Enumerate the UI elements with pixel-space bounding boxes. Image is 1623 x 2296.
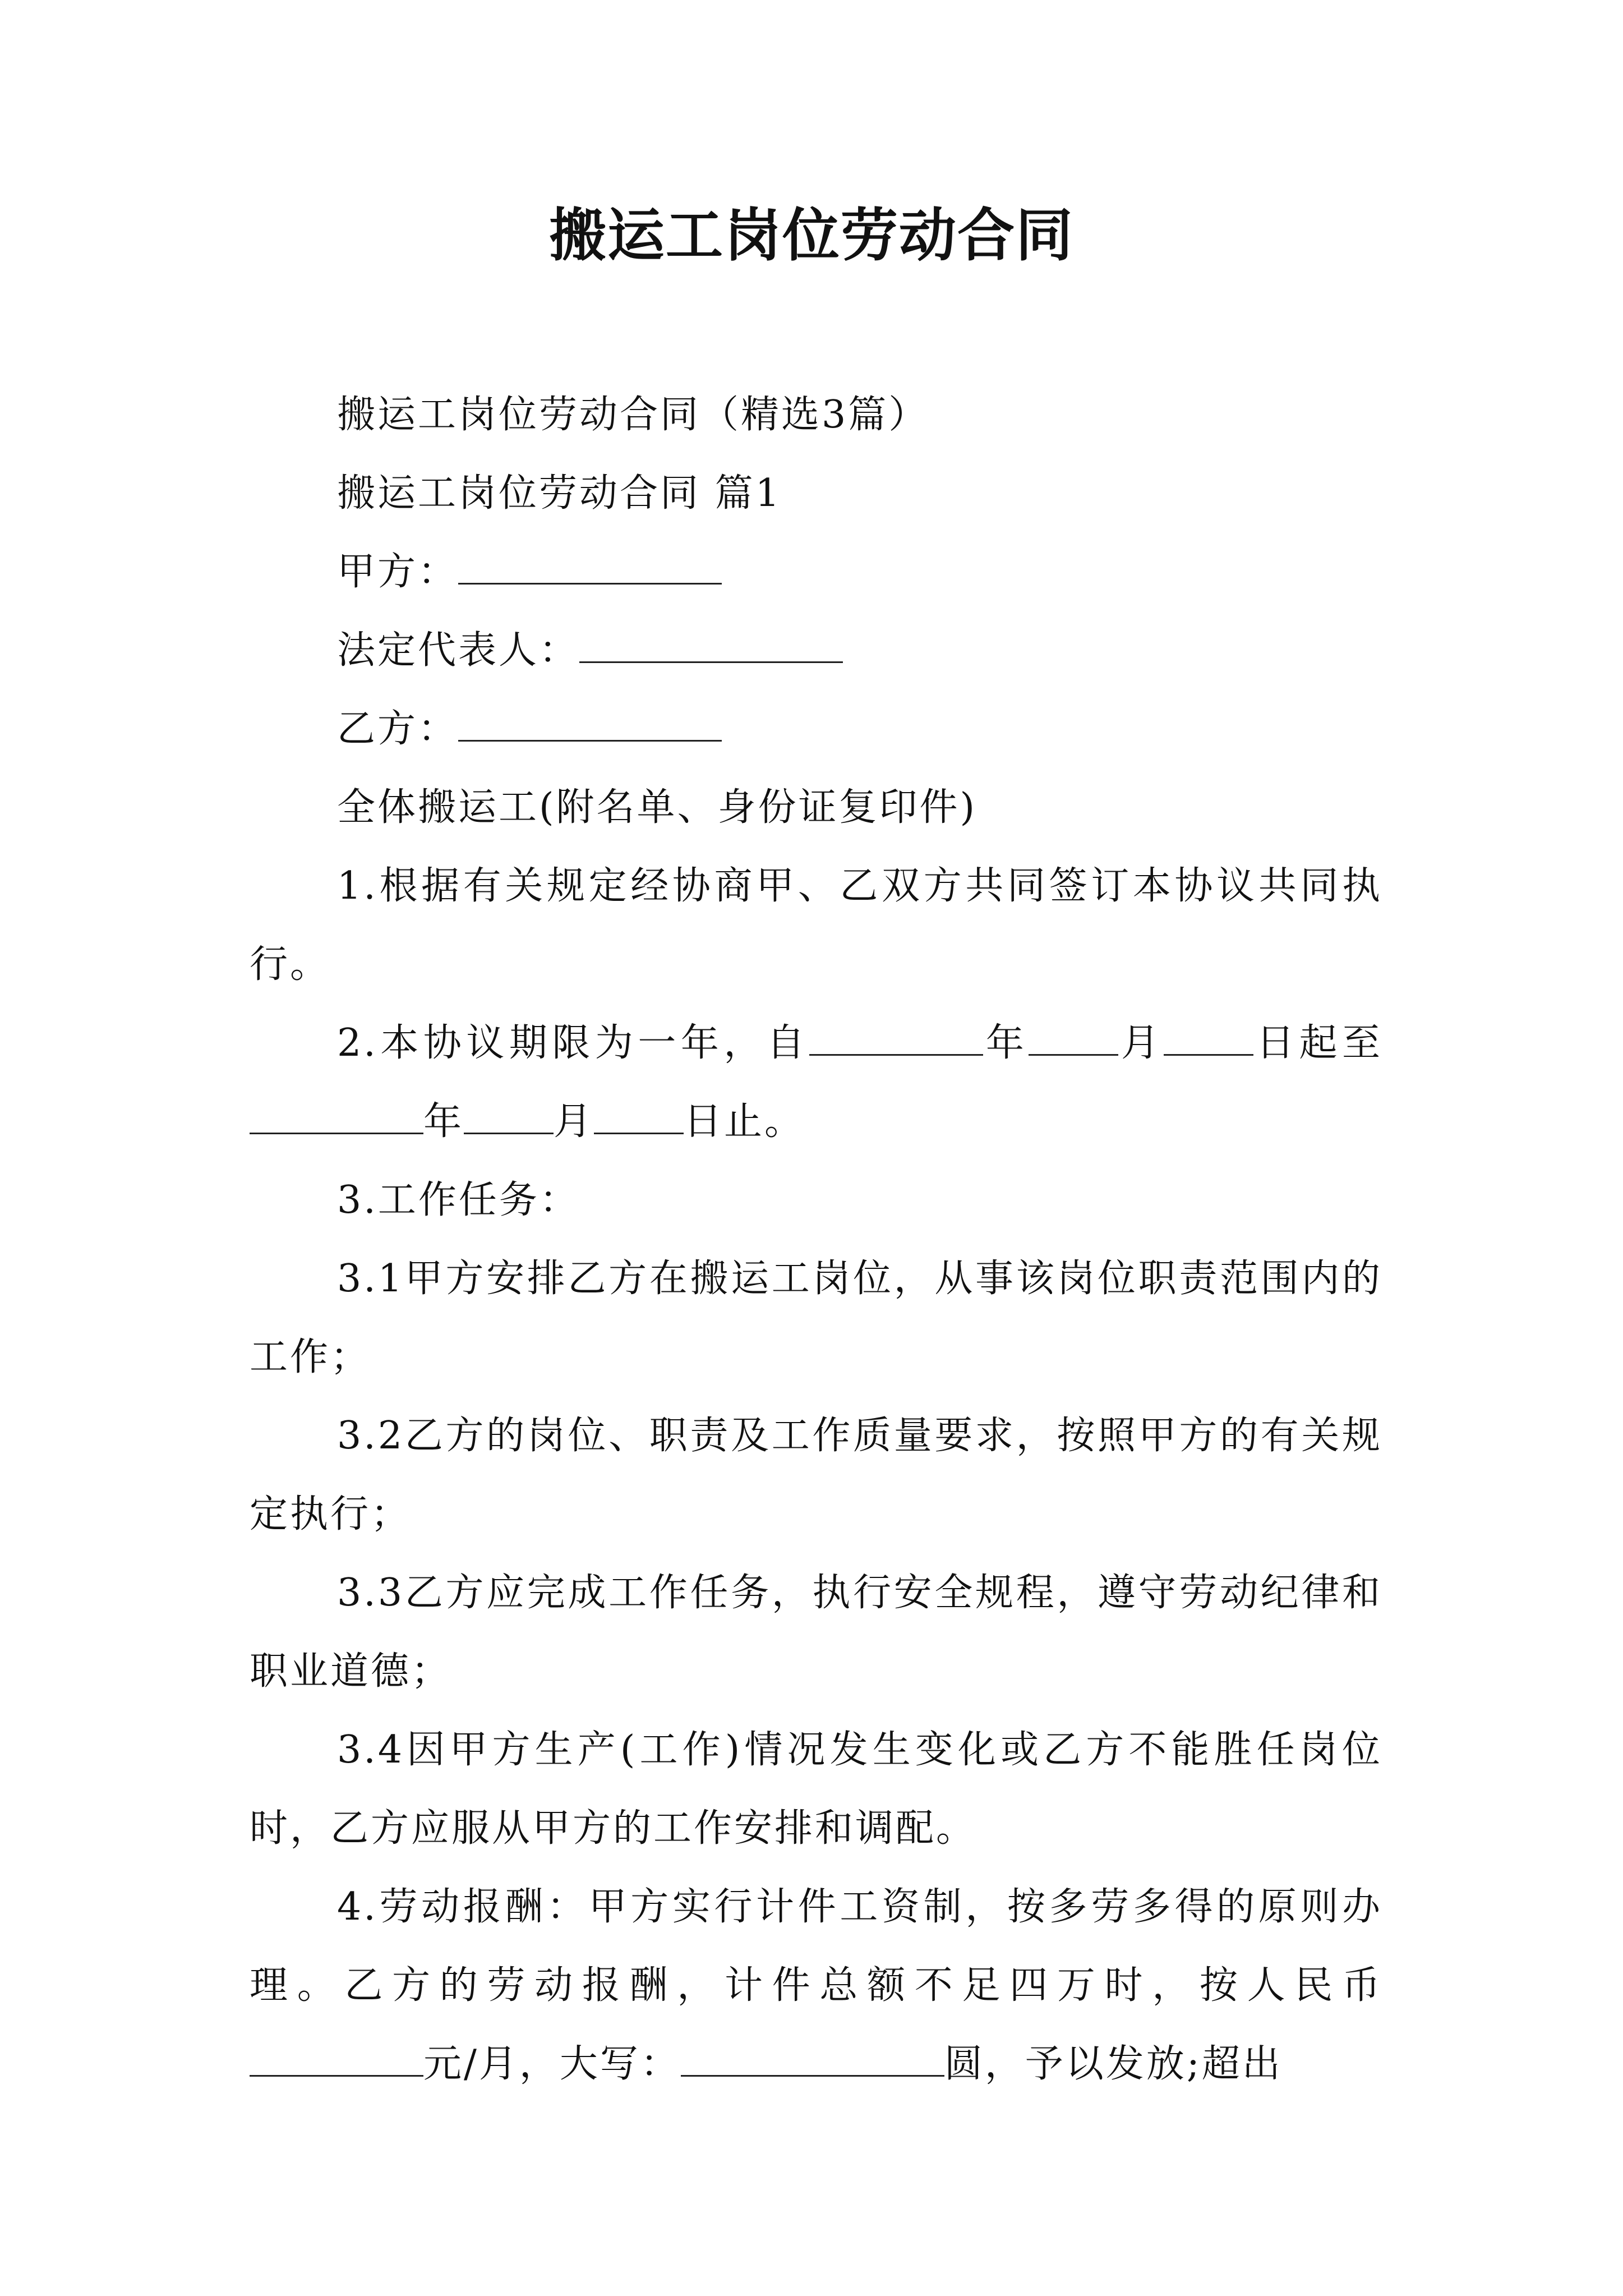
clause-3-4: 3.4因甲方生产(工作)情况发生变化或乙方不能胜任岗位时，乙方应服从甲方的工作安排和调配。 [250,1728,1382,1851]
party-a-blank [458,549,722,585]
legal-rep-blank [579,628,843,663]
document-body [250,376,1382,2104]
clause-4-unit: 元/月，大写： [423,2042,681,2086]
party-b-label: 乙方： [337,707,459,751]
start-month-blank [1029,1020,1118,1056]
section-title: 搬运工岗位劳动合同 篇1 [337,471,782,516]
heading-line: 搬运工岗位劳动合同（精选3篇） [337,393,929,437]
clause-3-1: 3.1甲方安排乙方在搬运工岗位，从事该岗位职责范围内的工作； [250,1257,1382,1379]
clause-2 [250,1004,1382,1161]
clause-1: 1.根据有关规定经协商甲、乙双方共同签订本协议共同执行。 [250,864,1382,987]
document-title: 搬运工岗位劳动合同 [549,202,1074,269]
salary-words-blank [681,2041,944,2077]
legal-rep-label: 法定代表人： [337,628,580,673]
end-year-blank [250,1099,423,1134]
start-day-blank [1164,1020,1253,1056]
clause-2-month2: 月 [554,1099,594,1144]
start-year-blank [809,1020,983,1056]
end-day-blank [594,1099,684,1134]
clause-2-day2: 日止。 [684,1099,805,1144]
clause-2-year2: 年 [423,1099,464,1144]
clause-4-text: 4.劳动报酬：甲方实行计件工资制，按多劳多得的原则办理。乙方的劳动报酬，计件总额不足四万时，按人民币 [250,1885,1382,2008]
party-a-line [250,533,1382,611]
clause-4-suffix: 圆，予以发放;超出 [944,2042,1283,2086]
clause-2-month1: 月 [1118,1021,1164,1065]
clause-2-year1: 年 [983,1021,1029,1065]
end-month-blank [464,1099,554,1134]
salary-amount-blank [250,2041,423,2077]
clause-3-3: 3.3乙方应完成工作任务，执行安全规程，遵守劳动纪律和职业道德； [250,1571,1382,1694]
clause-4 [250,1868,1382,2104]
clause-2-day1: 日起至 [1253,1021,1382,1065]
clause-3: 3.工作任务： [337,1178,580,1222]
party-b-blank [458,706,722,742]
clause-3-2: 3.2乙方的岗位、职责及工作质量要求，按照甲方的有关规定执行； [250,1414,1382,1536]
all-workers-line: 全体搬运工(附名单、身份证复印件) [337,785,978,830]
clause-2-prefix: 2.本协议期限为一年，自 [337,1021,810,1065]
legal-rep-line [250,611,1382,690]
party-a-label: 甲方： [337,550,459,594]
party-b-line [250,690,1382,769]
